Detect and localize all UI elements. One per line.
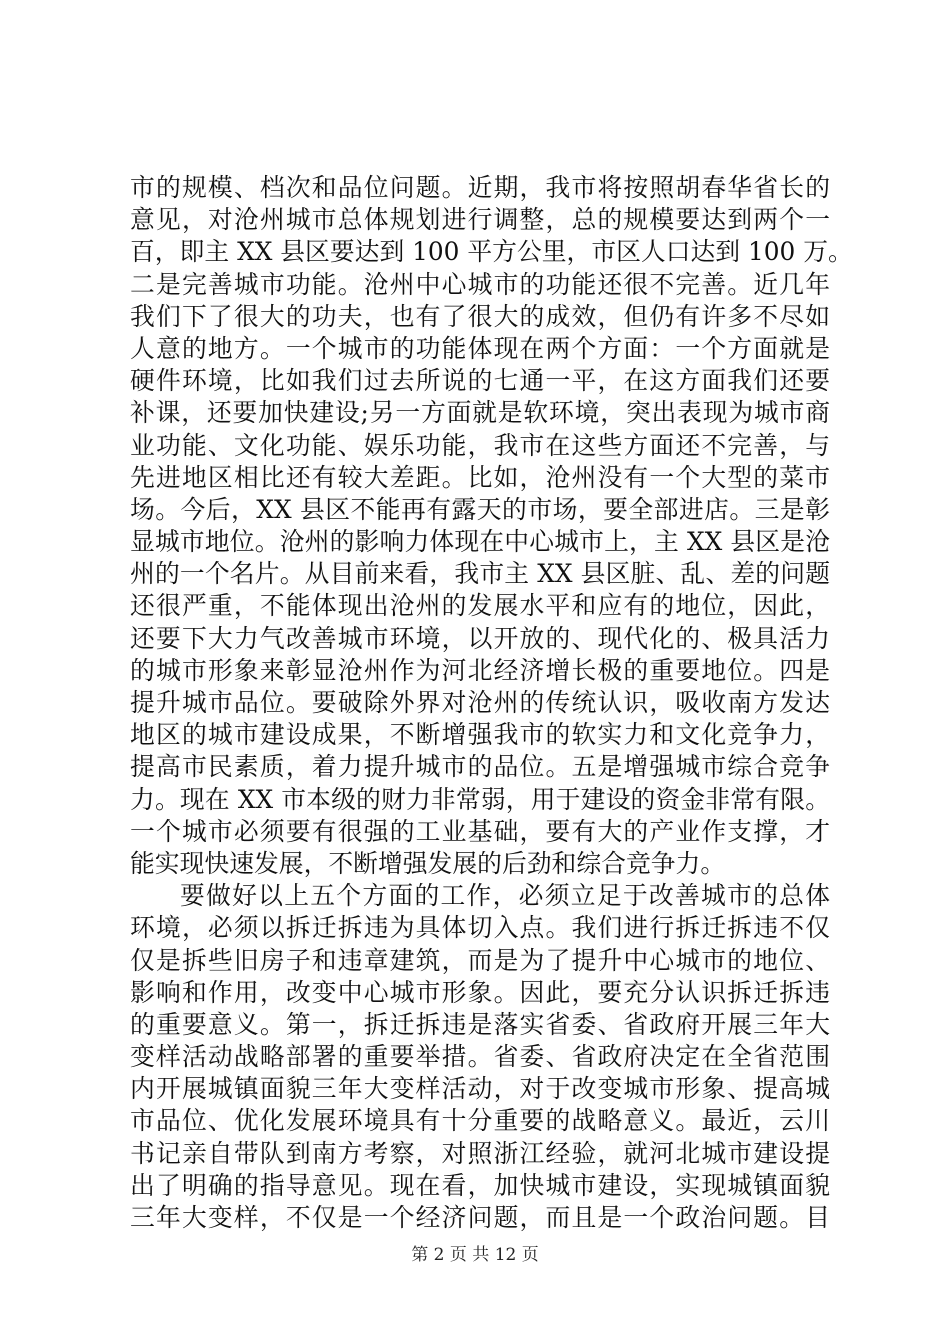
text-line: 地区的城市建设成果，不断增强我市的软实力和文化竞争力，: [130, 720, 830, 750]
text-line: 还很严重，不能体现出沧州的发展水平和应有的地位，因此，: [130, 591, 830, 621]
text-line: 先进地区相比还有较大差距。比如，沧州没有一个大型的菜市: [130, 462, 830, 492]
text-line: 仅是拆些旧房子和违章建筑，而是为了提升中心城市的地位、: [130, 945, 830, 975]
text-line: 的城市形象来彰显沧州作为河北经济增长极的重要地位。四是: [130, 655, 830, 685]
text-line: 硬件环境，比如我们过去所说的七通一平，在这方面我们还要: [130, 366, 830, 396]
text-line: 显城市地位。沧州的影响力体现在中心城市上，主 XX 县区是沧: [130, 527, 830, 557]
text-line: 影响和作用，改变中心城市形象。因此，要充分认识拆迁拆违: [130, 977, 830, 1007]
text-line: 市品位、优化发展环境具有十分重要的战略意义。最近，云川: [130, 1106, 830, 1136]
text-line: 州的一个名片。从目前来看，我市主 XX 县区脏、乱、差的问题: [130, 559, 830, 589]
text-line: 提升城市品位。要破除外界对沧州的传统认识，吸收南方发达: [130, 688, 830, 717]
page-footer: 第 2 页 共 12 页: [411, 1245, 539, 1265]
text-line: 力。现在 XX 市本级的财力非常弱，用于建设的资金非常有限。: [130, 784, 830, 814]
text-line: 的重要意义。第一，拆迁拆违是落实省委、省政府开展三年大: [130, 1009, 830, 1039]
text-line: 我们下了很大的功夫，也有了很大的成效，但仍有许多不尽如: [130, 301, 830, 331]
text-line: 人意的地方。一个城市的功能体现在两个方面：一个方面就是: [130, 333, 830, 363]
text-line: 二是完善城市功能。沧州中心城市的功能还很不完善。近几年: [130, 269, 830, 299]
text-line: 业功能、文化功能、娱乐功能，我市在这些方面还不完善，与: [130, 430, 830, 460]
text-line: 要做好以上五个方面的工作，必须立足于改善城市的总体: [180, 881, 830, 911]
text-line: 三年大变样，不仅是一个经济问题，而且是一个政治问题。目: [130, 1203, 830, 1232]
text-line: 场。今后，XX 县区不能再有露天的市场，要全部进店。三是彰: [130, 494, 830, 524]
text-line: 百，即主 XX 县区要达到 100 平方公里，市区人口达到 100 万。: [130, 237, 853, 267]
text-line: 补课，还要加快建设;另一方面就是软环境，突出表现为城市商: [130, 398, 830, 428]
text-line: 能实现快速发展，不断增强发展的后劲和综合竞争力。: [130, 848, 726, 878]
text-line: 一个城市必须要有很强的工业基础，要有大的产业作支撑，才: [130, 816, 830, 846]
text-line: 提高市民素质，着力提升城市的品位。五是增强城市综合竞争: [130, 752, 830, 782]
document-body: [130, 172, 853, 1234]
text-line: 意见，对沧州城市总体规划进行调整，总的规模要达到两个一: [130, 205, 830, 235]
text-line: 市的规模、档次和品位问题。近期，我市将按照胡春华省长的: [130, 173, 830, 202]
text-line: 环境，必须以拆迁拆违为具体切入点。我们进行拆迁拆违不仅: [130, 913, 830, 943]
text-line: 变样活动战略部署的重要举措。省委、省政府决定在全省范围: [130, 1042, 830, 1072]
text-line: 内开展城镇面貌三年大变样活动，对于改变城市形象、提高城: [130, 1074, 830, 1104]
text-line: 书记亲自带队到南方考察，对照浙江经验，就河北城市建设提: [130, 1138, 830, 1168]
text-line: 还要下大力气改善城市环境，以开放的、现代化的、极具活力: [130, 623, 830, 653]
text-line: 出了明确的指导意见。现在看，加快城市建设，实现城镇面貌: [130, 1170, 830, 1200]
